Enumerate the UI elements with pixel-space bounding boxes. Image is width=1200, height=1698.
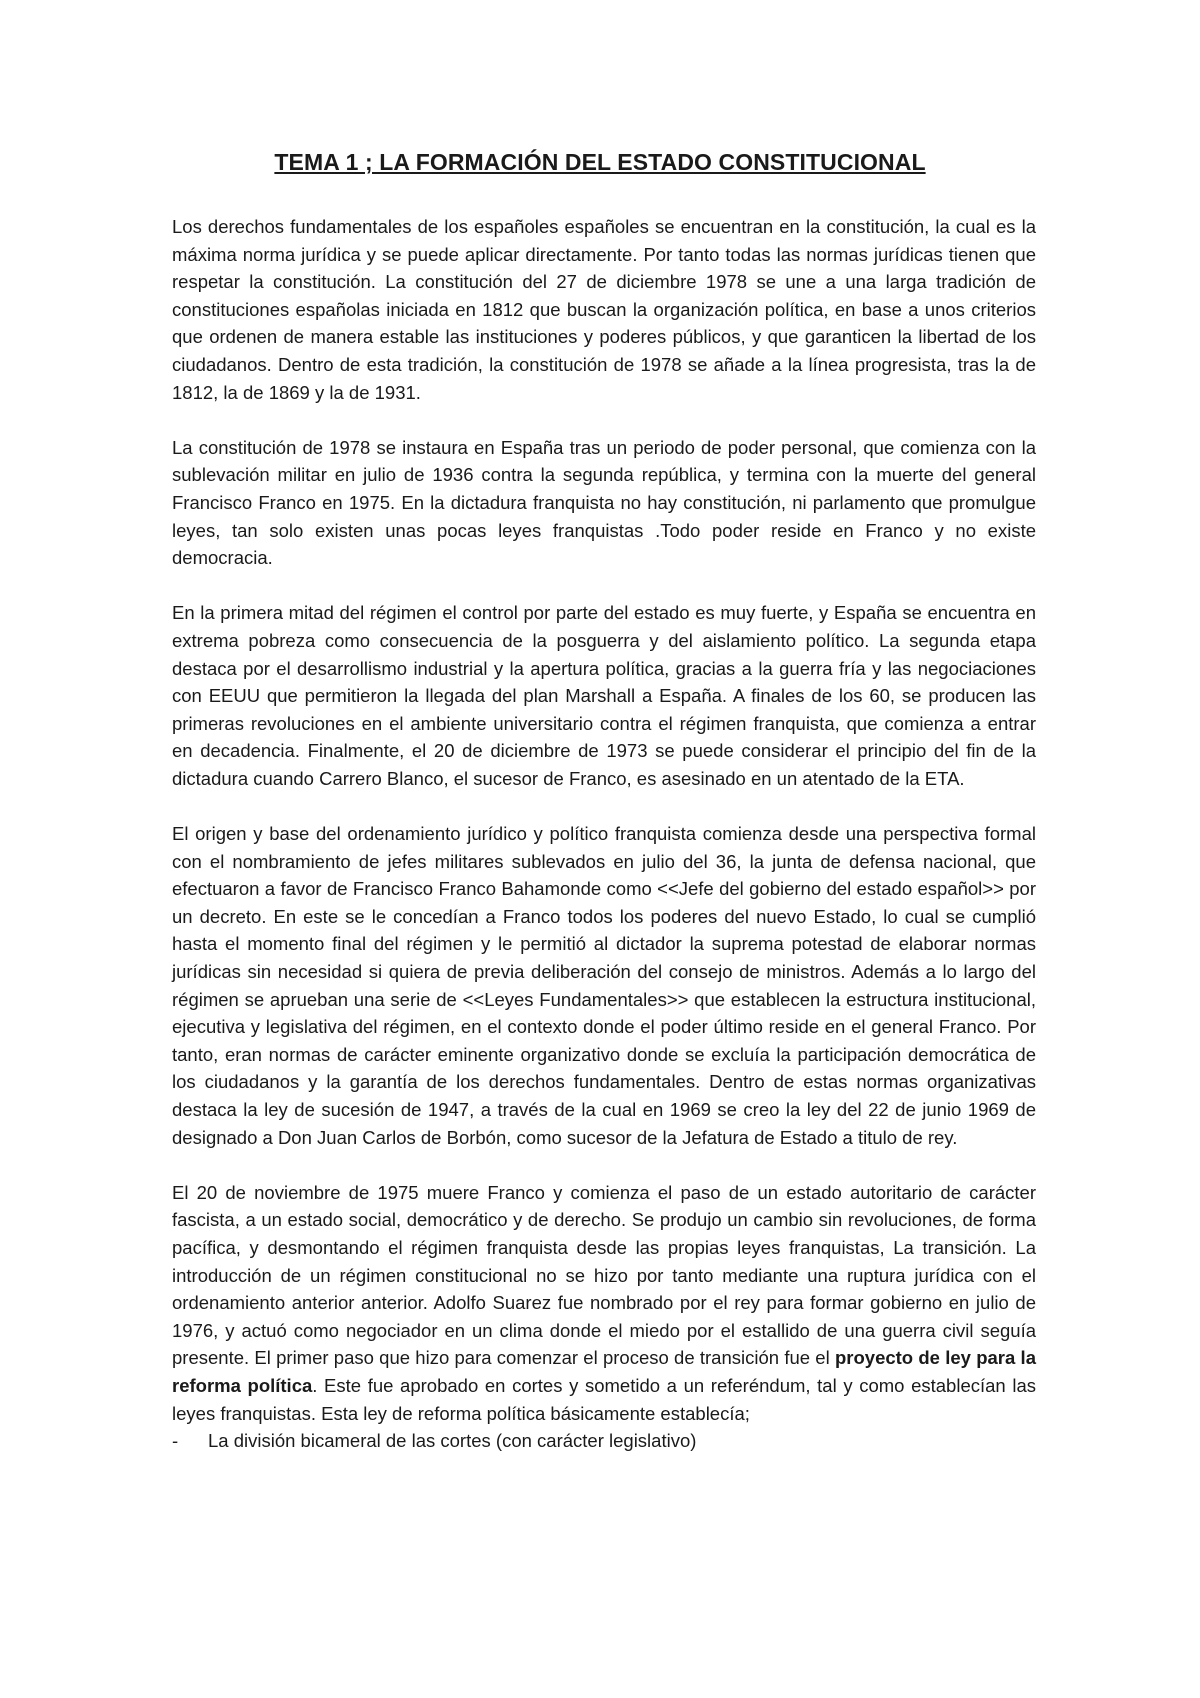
- paragraph-ordenamiento-franquista: El origen y base del ordenamiento jurídico y político franquista comienza desde una perspectiva formal con el nombramiento de jefes militares sublevados en julio del 36, la junta de defensa nacional, que efectuaron a favor de Francisco Franco Bahamonde como <<Jefe del gobierno del estado español>> por un decreto. En este se le concedían a Franco todos los poderes del nuevo Estado, lo cual se cumplió hasta el momento final del régimen y le permitió al dictador la suprema potestad de elaborar normas jurídicas sin necesidad si quiera de previa deliberación del consejo de ministros. Además a lo largo del régimen se aprueban una serie de <<Leyes Fundamentales>> que establecen la estructura institucional, ejecutiva y legislativa del régimen, en el contexto donde el poder último reside en el general Franco. Por tanto, eran normas de carácter eminente organizativo donde se excluía la participación democrática de los ciudadanos y la garantía de los derechos fundamentales. Dentro de estas normas organizativas destaca la ley de sucesión de 1947, a través de la cual en 1969 se creo la ley del 22 de junio 1969 de designado a Don Juan Carlos de Borbón, como sucesor de la Jefatura de Estado a titulo de rey.: [172, 823, 1036, 1148]
- paragraph-constitucion-1978: La constitución de 1978 se instaura en España tras un periodo de poder personal, que comienza con la sublevación militar en julio de 1936 contra la segunda república, y termina con la muerte del general Francisco Franco en 1975. En la dictadura franquista no hay constitución, ni parlamento que promulgue leyes, tan solo existen unas pocas leyes franquistas .Todo poder reside en Franco y no existe democracia.: [172, 436, 1036, 569]
- bold-reforma-politica: proyecto de ley para la reforma política: [172, 1347, 1036, 1396]
- paragraph-transicion-text-end: . Este fue aprobado en cortes y sometido a un referéndum, tal y como establecían las leyes franquistas. Esta ley de reforma política básicamente establecía;: [172, 1374, 1036, 1424]
- paragraph-derechos-fundamentales: Los derechos fundamentales de los españoles españoles se encuentran en la constitución, la cual es la máxima norma jurídica y se puede aplicar directamente. Por tanto todas las normas jurídicas tienen que respetar la constitución. La constitución del 27 de diciembre 1978 se une a una larga tradición de constituciones españolas iniciada en 1812 que buscan la organización política, en base a unos criterios que ordenen de manera estable las instituciones y poderes públicos, y que garanticen la libertad de los ciudadanos. Dentro de esta tradición, la constitución de 1978 se añade a la línea progresista, tras la de 1812, la de 1869 y la de 1931.: [172, 216, 1036, 403]
- paragraph-transicion: [172, 1179, 1036, 1427]
- list-bullet: -: [172, 1430, 179, 1452]
- list-item: [172, 1427, 1036, 1455]
- list-item-text: La división bicameral de las cortes (con carácter legislativo): [208, 1430, 697, 1452]
- paragraph-transicion-text: El 20 de noviembre de 1975 muere Franco y comienza el paso de un estado autoritario de carácter fascista, a un estado social, democrático y de derecho. Se produjo un cambio sin revoluciones, de forma pacífica, y desmontando el régimen franquista desde las propias leyes franquistas, La transición. La introducción de un régimen constitucional no se hizo por tanto mediante una ruptura jurídica con el ordenamiento anterior anterior. Adolfo Suarez fue nombrado por el rey para formar gobierno en julio de 1976, y actuó como negociador en un clima donde el miedo por el estallido de una guerra civil seguía presente. El primer paso que hizo para comenzar el proceso de transición fue el: [172, 1181, 1036, 1369]
- paragraph-etapas-regimen: En la primera mitad del régimen el control por parte del estado es muy fuerte, y España se encuentra en extrema pobreza como consecuencia de la posguerra y del aislamiento político. La segunda etapa destaca por el desarrollismo industrial y la apertura política, gracias a la guerra fría y las negociaciones con EEUU que permitieron la llegada del plan Marshall a España. A finales de los 60, se producen las primeras revoluciones en el ambiente universitario contra el régimen franquista, que comienza a entrar en decadencia. Finalmente, el 20 de diciembre de 1973 se puede considerar el principio del fin de la dictadura cuando Carrero Blanco, el sucesor de Franco, es asesinado en un atentado de la ETA.: [172, 602, 1036, 789]
- document-title: TEMA 1 ; LA FORMACIÓN DEL ESTADO CONSTITUCIONAL: [274, 149, 926, 175]
- document-body: [172, 213, 1036, 1455]
